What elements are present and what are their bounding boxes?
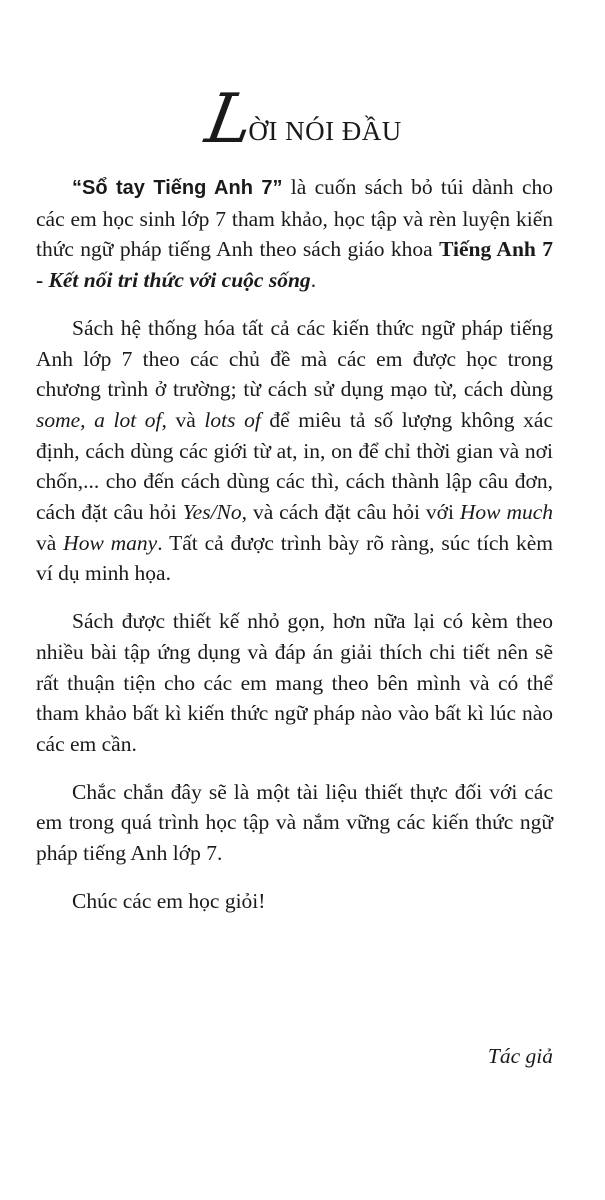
page-title: [36, 80, 553, 159]
paragraph-contents: [36, 313, 553, 589]
contents-text-f: . Tất cả được trình bày rõ ràng, súc tích kèm ví dụ minh họa.: [36, 530, 554, 586]
contents-term-some: some, a lot of,: [36, 407, 167, 432]
contents-term-yes-no: Yes/No: [182, 500, 242, 525]
contents-term-lots-of: lots of: [204, 407, 261, 432]
paragraph-conclusion: Chắc chắn đây sẽ là một tài liệu thiết thực đối với các em trong quá trình học tập và nắm vững các kiến thức ngữ pháp tiếng Anh lớp 7.: [36, 779, 553, 866]
intro-text: là cuốn sách bỏ túi dành cho các em học sinh lớp 7 tham khảo, học tập và rèn luyện kiến thức ngữ pháp tiếng Anh theo sách giáo khoa: [36, 175, 554, 262]
contents-text-d: , và cách đặt câu hỏi với: [241, 500, 460, 525]
contents-term-how-much: How much: [459, 500, 554, 525]
title-text: ỜI NÓI ĐẦU: [248, 116, 402, 146]
contents-term-how-many: How many: [63, 530, 158, 555]
contents-text-a: Sách hệ thống hóa tất cả các kiến thức ngữ pháp tiếng Anh lớp 7 theo các chủ đề mà các em được học trong chương trình ở trường; từ cách sử dụng mạo từ, cách dùng: [36, 315, 553, 402]
contents-text-b: và: [166, 407, 205, 432]
textbook-name: Tiếng Anh 7 -: [36, 237, 553, 293]
contents-text-e: và: [36, 530, 64, 555]
intro-end: .: [310, 268, 317, 293]
closing-wish: Chúc các em học giỏi!: [72, 888, 266, 913]
paragraph-design: Sách được thiết kế nhỏ gọn, hơn nữa lại có kèm theo nhiều bài tập ứng dụng và đáp án giải thích chi tiết nên sẽ rất thuận tiện cho các em mang theo bên mình và có thể tham khảo bất kì kiến thức ngữ pháp nào vào bất kì lúc nào các em cần.: [36, 609, 553, 756]
paragraph-intro: [36, 172, 553, 296]
textbook-series: Kết nối tri thức với cuộc sống: [48, 268, 311, 293]
book-name: “Sổ tay Tiếng Anh 7”: [72, 177, 283, 199]
author-signature: Tác giả: [487, 1044, 553, 1068]
title-decorative-initial: L: [200, 80, 260, 159]
contents-text-c: để miêu tả số lượng không xác định, cách dùng các giới từ at, in, on để chỉ thời gian và nơi chốn,... cho đến cách dùng các thì, cách thành lập câu đơn, cách đặt câu hỏi: [36, 407, 553, 525]
